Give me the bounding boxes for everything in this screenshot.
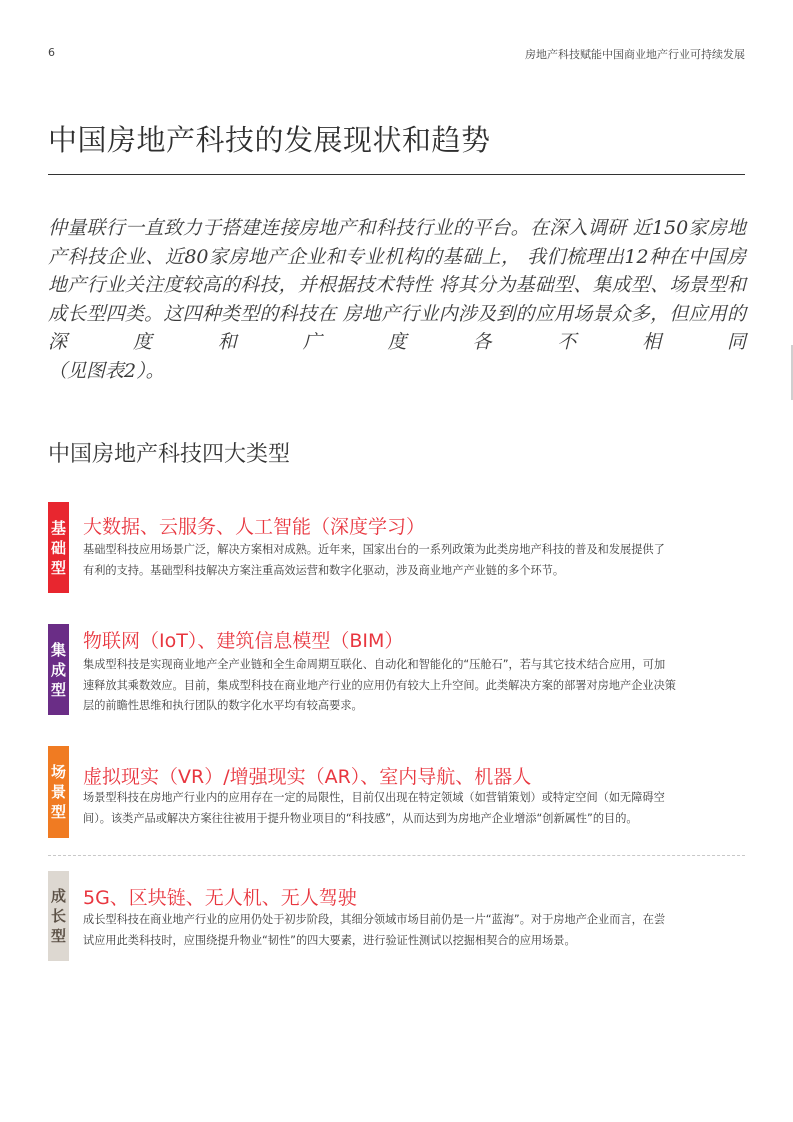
desc-line: 试应用此类科技时，应围绕提升物业“韧性”的四大要素，进行验证性测试以挖掘相契合的应用场景。 xyxy=(83,933,576,947)
tag-char: 础 xyxy=(50,538,66,557)
tag-char: 型 xyxy=(50,803,66,821)
category-description xyxy=(83,910,743,951)
tag-char: 型 xyxy=(50,558,66,577)
desc-line: 间）。该类产品或解决方案往往被用于提升物业项目的“科技感”，从而达到为房地产企业增添“创新属性”的目的。 xyxy=(83,811,638,825)
tag-char: 型 xyxy=(50,680,66,699)
intro-line: （见图表2）。 xyxy=(48,359,165,382)
section-title: 中国房地产科技四大类型 xyxy=(48,442,291,467)
desc-line: 层的前瞻性思维和执行团队的数字化水平均有较高要求。 xyxy=(83,699,363,712)
category-heading: 虚拟现实（VR）/增强现实（AR）、室内导航、机器人 xyxy=(83,766,532,788)
category-heading: 5G、区块链、无人机、无人驾驶 xyxy=(83,887,357,909)
tag-char: 成 xyxy=(50,887,66,905)
intro-line: 仲量联行一直致力于搭建连接房地产和科技行业的平台。在深入调研 xyxy=(48,217,627,239)
page-title: 中国房地产科技的发展现状和趋势 xyxy=(48,123,491,157)
category-description xyxy=(83,788,743,829)
intro-line: 房地产行业内涉及到的应用场景众多，但应用的深度和广度各不相同 xyxy=(48,302,746,353)
intro-line: 近150家房地产科技企业、近80家房地产企业和专业机构的基础上， xyxy=(48,217,746,268)
page-number: 6 xyxy=(48,46,55,59)
desc-line: 基础型科技应用场景广泛，解决方案相对成熟。近年来，国家出台的一系列政策为此类房地产科技的普及和发展提供了 xyxy=(83,543,665,556)
desc-line: 速释放其乘数效应。目前，集成型科技在商业地产行业的应用仍有较大上升空间。此类解决方案的部署对房地产企业决策 xyxy=(83,678,676,692)
category-foundation xyxy=(48,502,745,594)
title-divider xyxy=(48,174,745,175)
desc-line: 有利的支持。基础型科技解决方案注重高效运营和数字化驱动，涉及商业地产产业链的多个环节。 xyxy=(83,563,565,577)
dashed-divider xyxy=(48,855,745,856)
category-tag xyxy=(48,624,69,715)
tag-char: 场 xyxy=(50,763,66,781)
desc-line: 场景型科技在房地产行业内的应用存在一定的局限性，目前仅出现在特定领域（如营销策划）或特定空间（如无障碍空 xyxy=(83,791,665,804)
category-integration xyxy=(48,624,745,716)
tag-char: 长 xyxy=(50,907,66,925)
category-scenario xyxy=(48,746,745,838)
category-tag xyxy=(48,502,69,593)
tag-char: 基 xyxy=(50,518,66,537)
category-growth xyxy=(48,871,745,963)
desc-line: 成长型科技在商业地产行业的应用仍处于初步阶段，其细分领域市场目前仍是一片“蓝海”。对于房地产企业而言，在尝 xyxy=(83,913,666,926)
desc-line: 集成型科技是实现商业地产全产业链和全生命周期互联化、自动化和智能化的“压舱石”，若与其它技术结合应用，可加 xyxy=(83,658,666,671)
intro-line: 将其分为基础型、集成型、场景型和成长型四类。这四种类型的科技在 xyxy=(48,274,746,325)
category-description xyxy=(83,655,743,717)
tag-char: 型 xyxy=(50,927,66,945)
intro-line: 我们梳理出12种在中国房地产行业关注度较高的科技，并根据技术特性 xyxy=(48,245,746,296)
category-tag xyxy=(48,871,69,961)
category-description xyxy=(83,540,743,581)
tag-char: 成 xyxy=(50,660,66,679)
category-heading: 大数据、云服务、人工智能（深度学习） xyxy=(83,516,426,538)
tag-char: 集 xyxy=(50,640,66,659)
tag-char: 景 xyxy=(50,783,66,801)
category-heading: 物联网（IoT）、建筑信息模型（BIM） xyxy=(83,630,404,652)
category-tag xyxy=(48,746,69,838)
running-header: 房地产科技赋能中国商业地产行业可持续发展 xyxy=(525,48,745,61)
intro-paragraph xyxy=(48,214,746,385)
